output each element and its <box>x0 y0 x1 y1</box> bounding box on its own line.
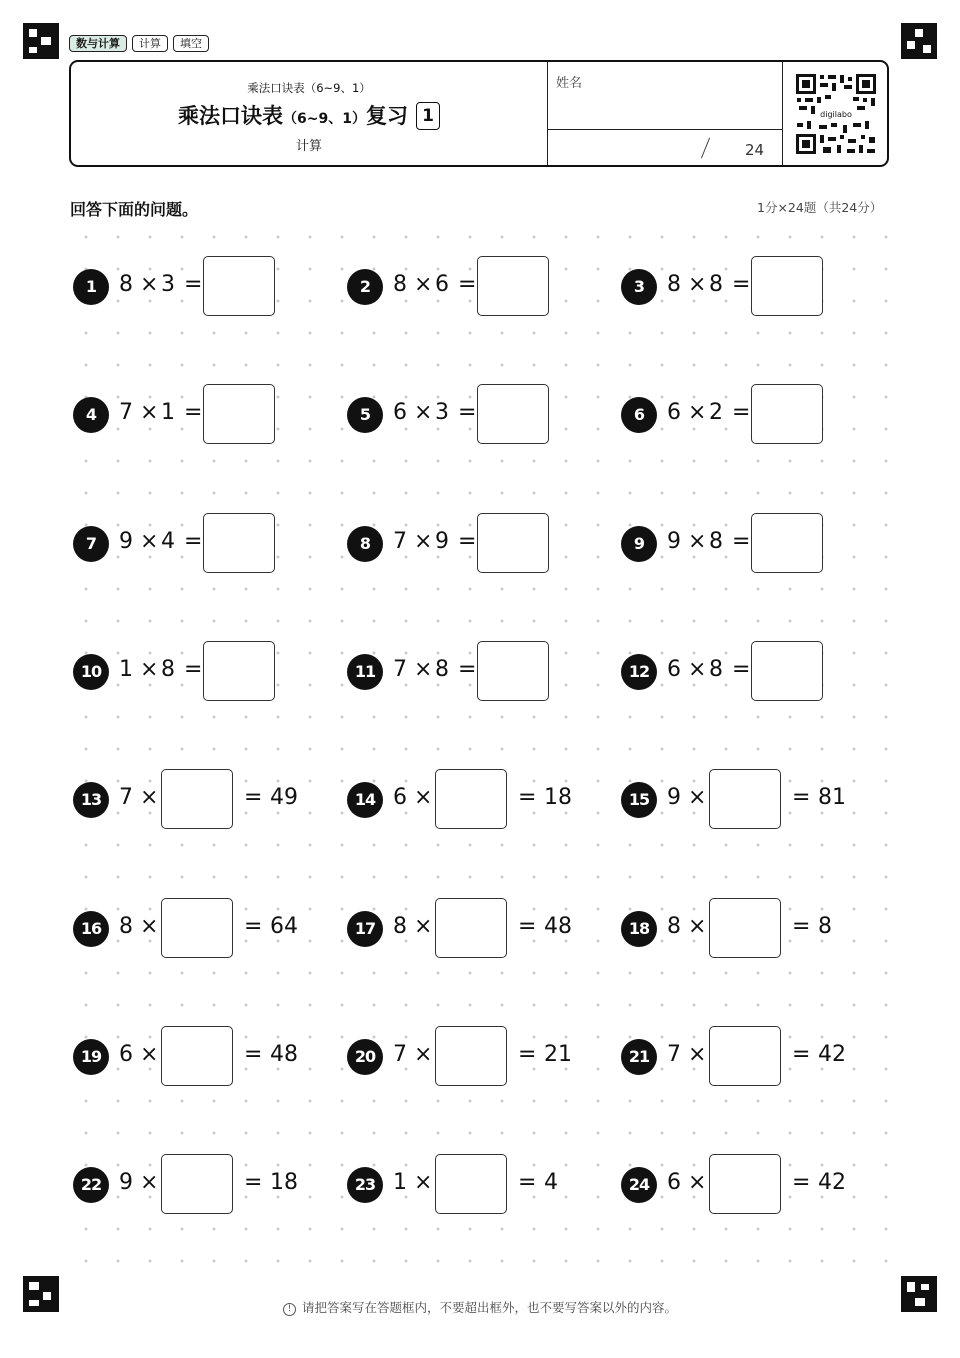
problem-number-badge: 13 <box>73 782 109 818</box>
problem-number-badge: 3 <box>621 269 657 305</box>
problem-number-badge: 6 <box>621 397 657 433</box>
problem-number-badge: 17 <box>347 911 383 947</box>
problem-number-badge: 12 <box>621 654 657 690</box>
answer-box[interactable] <box>751 641 823 701</box>
name-label: 姓名 <box>556 76 583 91</box>
operand-a: 1 <box>393 1170 407 1195</box>
answer-box[interactable] <box>477 384 549 444</box>
answer-box[interactable] <box>435 769 507 829</box>
answer-box[interactable] <box>709 1154 781 1214</box>
problem-number-badge: 16 <box>73 911 109 947</box>
problem-23 <box>347 1154 597 1216</box>
times-sign: × <box>414 657 433 682</box>
equals-sign: = <box>458 657 477 682</box>
equals-sign: = <box>244 1170 263 1195</box>
result-value: 8 <box>818 914 832 939</box>
problem-16 <box>73 898 323 960</box>
result-value: 81 <box>818 785 846 810</box>
equals-sign: = <box>792 1170 811 1195</box>
result-value: 48 <box>270 1042 298 1067</box>
result-value: 48 <box>544 914 572 939</box>
qr-code-icon <box>795 73 877 155</box>
tag-fill-blank[interactable]: 填空 <box>173 35 209 52</box>
times-sign: × <box>688 1042 707 1067</box>
equals-sign: = <box>518 1042 537 1067</box>
worksheet-subtitle: 乘法口诀表（6~9、1） <box>247 81 371 95</box>
problem-12 <box>621 641 871 703</box>
problem-10 <box>73 641 323 703</box>
problem-number-badge: 21 <box>621 1039 657 1075</box>
equals-sign: = <box>458 400 477 425</box>
operand-b: 8 <box>709 529 723 554</box>
times-sign: × <box>688 914 707 939</box>
equals-sign: = <box>792 785 811 810</box>
problem-7 <box>73 513 323 575</box>
tag-number-calculation[interactable]: 数与计算 <box>69 35 127 52</box>
equals-sign: = <box>244 914 263 939</box>
times-sign: × <box>140 914 159 939</box>
times-sign: × <box>414 400 433 425</box>
times-sign: × <box>140 1170 159 1195</box>
answer-box[interactable] <box>477 256 549 316</box>
operand-a: 6 <box>393 400 407 425</box>
problem-21 <box>621 1026 871 1088</box>
times-sign: × <box>414 1170 433 1195</box>
title-suffix: 复习 <box>365 104 408 128</box>
times-sign: × <box>688 1170 707 1195</box>
equals-sign: = <box>518 1170 537 1195</box>
times-sign: × <box>688 529 707 554</box>
answer-box[interactable] <box>435 1154 507 1214</box>
problem-number-badge: 11 <box>347 654 383 690</box>
answer-box[interactable] <box>477 513 549 573</box>
times-sign: × <box>414 1042 433 1067</box>
title-range: （6~9、1） <box>283 111 366 127</box>
operand-a: 6 <box>667 400 681 425</box>
operand-a: 9 <box>119 529 133 554</box>
answer-box[interactable] <box>751 384 823 444</box>
problem-number-badge: 4 <box>73 397 109 433</box>
equals-sign: = <box>458 272 477 297</box>
qr-label: digilabo <box>820 110 852 119</box>
times-sign: × <box>688 785 707 810</box>
operand-a: 8 <box>393 914 407 939</box>
operand-a: 6 <box>667 657 681 682</box>
operand-a: 7 <box>393 529 407 554</box>
category-tags <box>69 35 209 52</box>
result-value: 21 <box>544 1042 572 1067</box>
equals-sign: = <box>458 529 477 554</box>
result-value: 42 <box>818 1042 846 1067</box>
operand-a: 6 <box>393 785 407 810</box>
footer-text: 请把答案写在答题框内，不要超出框外，也不要写答案以外的内容。 <box>301 1300 677 1315</box>
equals-sign: = <box>732 657 751 682</box>
equals-sign: = <box>184 400 203 425</box>
answer-box[interactable] <box>203 256 275 316</box>
problem-number-badge: 24 <box>621 1167 657 1203</box>
operand-b: 3 <box>161 272 175 297</box>
problem-number-badge: 14 <box>347 782 383 818</box>
equals-sign: = <box>732 400 751 425</box>
answer-box[interactable] <box>203 384 275 444</box>
problem-number-badge: 9 <box>621 526 657 562</box>
times-sign: × <box>140 785 159 810</box>
equals-sign: = <box>792 914 811 939</box>
operand-a: 9 <box>667 529 681 554</box>
worksheet-category: 计算 <box>295 139 322 154</box>
problem-5 <box>347 384 597 446</box>
times-sign: × <box>688 657 707 682</box>
answer-box[interactable] <box>203 641 275 701</box>
title-main: 乘法口诀表 <box>178 104 284 128</box>
operand-a: 6 <box>119 1042 133 1067</box>
worksheet-number: 1 <box>416 102 440 130</box>
result-value: 18 <box>544 785 572 810</box>
equals-sign: = <box>244 1042 263 1067</box>
name-divider <box>547 129 782 130</box>
operand-b: 3 <box>435 400 449 425</box>
problem-number-badge: 19 <box>73 1039 109 1075</box>
equals-sign: = <box>518 914 537 939</box>
operand-a: 8 <box>119 272 133 297</box>
problem-14 <box>347 769 597 831</box>
problem-20 <box>347 1026 597 1088</box>
operand-a: 7 <box>393 657 407 682</box>
operand-b: 8 <box>709 272 723 297</box>
problem-18 <box>621 898 871 960</box>
answer-box[interactable] <box>161 1154 233 1214</box>
problem-number-badge: 22 <box>73 1167 109 1203</box>
operand-a: 8 <box>393 272 407 297</box>
times-sign: × <box>414 914 433 939</box>
times-sign: × <box>140 400 159 425</box>
corner-marker-top-left <box>23 23 59 59</box>
info-icon: ! <box>283 1303 296 1316</box>
operand-a: 8 <box>667 272 681 297</box>
problem-number-badge: 1 <box>73 269 109 305</box>
problem-9 <box>621 513 871 575</box>
operand-a: 9 <box>667 785 681 810</box>
operand-b: 2 <box>709 400 723 425</box>
times-sign: × <box>414 785 433 810</box>
answer-box[interactable] <box>709 769 781 829</box>
score-note: 1分×24题（共24分） <box>757 200 883 215</box>
equals-sign: = <box>244 785 263 810</box>
problem-19 <box>73 1026 323 1088</box>
problem-8 <box>347 513 597 575</box>
score-total: 24 <box>745 141 765 159</box>
equals-sign: = <box>184 657 203 682</box>
operand-a: 7 <box>667 1042 681 1067</box>
times-sign: × <box>414 272 433 297</box>
problem-15 <box>621 769 871 831</box>
operand-b: 9 <box>435 529 449 554</box>
equals-sign: = <box>732 529 751 554</box>
operand-b: 6 <box>435 272 449 297</box>
answer-box[interactable] <box>435 1026 507 1086</box>
operand-a: 8 <box>119 914 133 939</box>
corner-marker-top-right <box>901 23 937 59</box>
problem-number-badge: 2 <box>347 269 383 305</box>
problem-number-badge: 15 <box>621 782 657 818</box>
equals-sign: = <box>518 785 537 810</box>
worksheet-header <box>69 60 889 167</box>
problem-24 <box>621 1154 871 1216</box>
operand-b: 8 <box>161 657 175 682</box>
answer-box[interactable] <box>203 513 275 573</box>
times-sign: × <box>688 400 707 425</box>
result-value: 4 <box>544 1170 558 1195</box>
problem-number-badge: 7 <box>73 526 109 562</box>
times-sign: × <box>140 657 159 682</box>
answer-box[interactable] <box>709 1026 781 1086</box>
problem-4 <box>73 384 323 446</box>
operand-b: 8 <box>435 657 449 682</box>
problem-1 <box>73 256 323 318</box>
operand-a: 6 <box>667 1170 681 1195</box>
operand-a: 1 <box>119 657 133 682</box>
equals-sign: = <box>792 1042 811 1067</box>
operand-b: 4 <box>161 529 175 554</box>
problem-number-badge: 23 <box>347 1167 383 1203</box>
problem-11 <box>347 641 597 703</box>
operand-a: 7 <box>119 785 133 810</box>
result-value: 18 <box>270 1170 298 1195</box>
problem-number-badge: 5 <box>347 397 383 433</box>
problem-3 <box>621 256 871 318</box>
answer-box[interactable] <box>161 898 233 958</box>
equals-sign: = <box>184 529 203 554</box>
problem-17 <box>347 898 597 960</box>
answer-box[interactable] <box>751 513 823 573</box>
result-value: 64 <box>270 914 298 939</box>
times-sign: × <box>688 272 707 297</box>
equals-sign: = <box>732 272 751 297</box>
answer-box[interactable] <box>751 256 823 316</box>
problem-number-badge: 20 <box>347 1039 383 1075</box>
result-value: 49 <box>270 785 298 810</box>
operand-a: 9 <box>119 1170 133 1195</box>
problem-number-badge: 18 <box>621 911 657 947</box>
answer-box[interactable] <box>161 769 233 829</box>
problem-number-badge: 8 <box>347 526 383 562</box>
answer-box[interactable] <box>161 1026 233 1086</box>
title-area <box>71 62 548 165</box>
operand-b: 8 <box>709 657 723 682</box>
times-sign: × <box>140 1042 159 1067</box>
operand-a: 8 <box>667 914 681 939</box>
problem-13 <box>73 769 323 831</box>
problem-number-badge: 10 <box>73 654 109 690</box>
problem-22 <box>73 1154 323 1216</box>
result-value: 42 <box>818 1170 846 1195</box>
answer-box[interactable] <box>477 641 549 701</box>
footer-note <box>0 1298 960 1316</box>
equals-sign: = <box>184 272 203 297</box>
instruction-text: 回答下面的问题。 <box>70 200 199 219</box>
times-sign: × <box>140 272 159 297</box>
answer-box[interactable] <box>435 898 507 958</box>
problem-2 <box>347 256 597 318</box>
name-score-area <box>547 62 783 165</box>
times-sign: × <box>414 529 433 554</box>
operand-a: 7 <box>119 400 133 425</box>
operand-b: 1 <box>161 400 175 425</box>
operand-a: 7 <box>393 1042 407 1067</box>
worksheet-title <box>71 100 547 130</box>
answer-box[interactable] <box>709 898 781 958</box>
problem-6 <box>621 384 871 446</box>
times-sign: × <box>140 529 159 554</box>
tag-calculation[interactable]: 计算 <box>132 35 168 52</box>
score-slash <box>701 138 710 159</box>
